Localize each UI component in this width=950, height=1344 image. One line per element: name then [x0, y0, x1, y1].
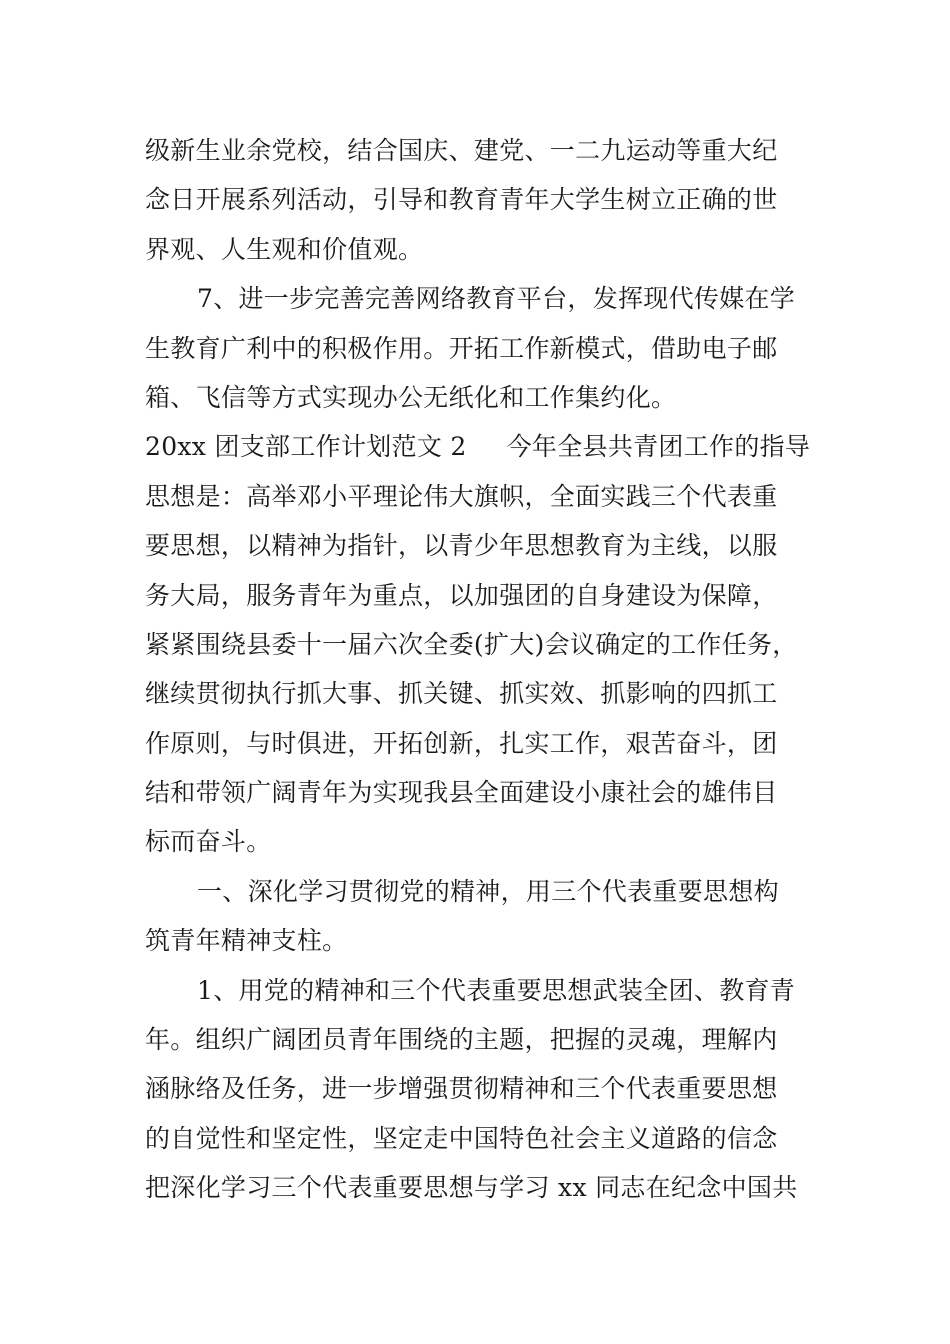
text-line: 务大局，服务青年为重点，以加强团的自身建设为保障，	[145, 580, 778, 610]
text-line: 7、进一步完善完善网络教育平台，发挥现代传媒在学	[197, 284, 796, 314]
section-title: 20xx 团支部工作计划范文 2	[145, 432, 467, 462]
text-line: 念日开展系列活动，引导和教育青年大学生树立正确的世	[145, 185, 778, 215]
text-line: 把深化学习三个代表重要思想与学习 xx 同志在纪念中国共	[145, 1173, 798, 1203]
text-line: 继续贯彻执行抓大事、抓关键、抓实效、抓影响的四抓工	[145, 679, 778, 709]
text-line: 箱、飞信等方式实现办公无纸化和工作集约化。	[145, 382, 677, 412]
text-line: 涵脉络及任务，进一步增强贯彻精神和三个代表重要思想	[145, 1074, 778, 1104]
text-line: 年。组织广阔团员青年围绕的主题，把握的灵魂，理解内	[145, 1025, 778, 1055]
text-line: 紧紧围绕县委十一届六次全委(扩大)会议确定的工作任务，	[145, 629, 798, 659]
text-line: 标而奋斗。	[145, 827, 272, 857]
text-line: 1、用党的精神和三个代表重要思想武装全团、教育青	[197, 975, 796, 1005]
text-line: 思想是：高举邓小平理论伟大旗帜，全面实践三个代表重	[145, 481, 778, 511]
text-line: 结和带领广阔青年为实现我县全面建设小康社会的雄伟目	[145, 778, 778, 808]
text-line: 一、深化学习贯彻党的精神，用三个代表重要思想构	[197, 876, 779, 906]
text-line: 生教育广利中的积极作用。开拓工作新模式，借助电子邮	[145, 333, 778, 363]
text-line: 筑青年精神支柱。	[145, 926, 348, 956]
text-line: 今年全县共青团工作的指导	[506, 432, 811, 462]
text-line: 的自觉性和坚定性，坚定走中国特色社会主义道路的信念	[145, 1123, 778, 1153]
section-heading-line	[145, 422, 835, 471]
document-body	[145, 126, 835, 1213]
text-line: 级新生业余党校，结合国庆、建党、一二九运动等重大纪	[145, 136, 778, 165]
text-line: 界观、人生观和价值观。	[145, 234, 424, 264]
text-line: 作原则，与时俱进，开拓创新，扎实工作，艰苦奋斗，团	[145, 728, 778, 758]
text-line: 要思想，以精神为指针，以青少年思想教育为主线，以服	[145, 531, 778, 561]
